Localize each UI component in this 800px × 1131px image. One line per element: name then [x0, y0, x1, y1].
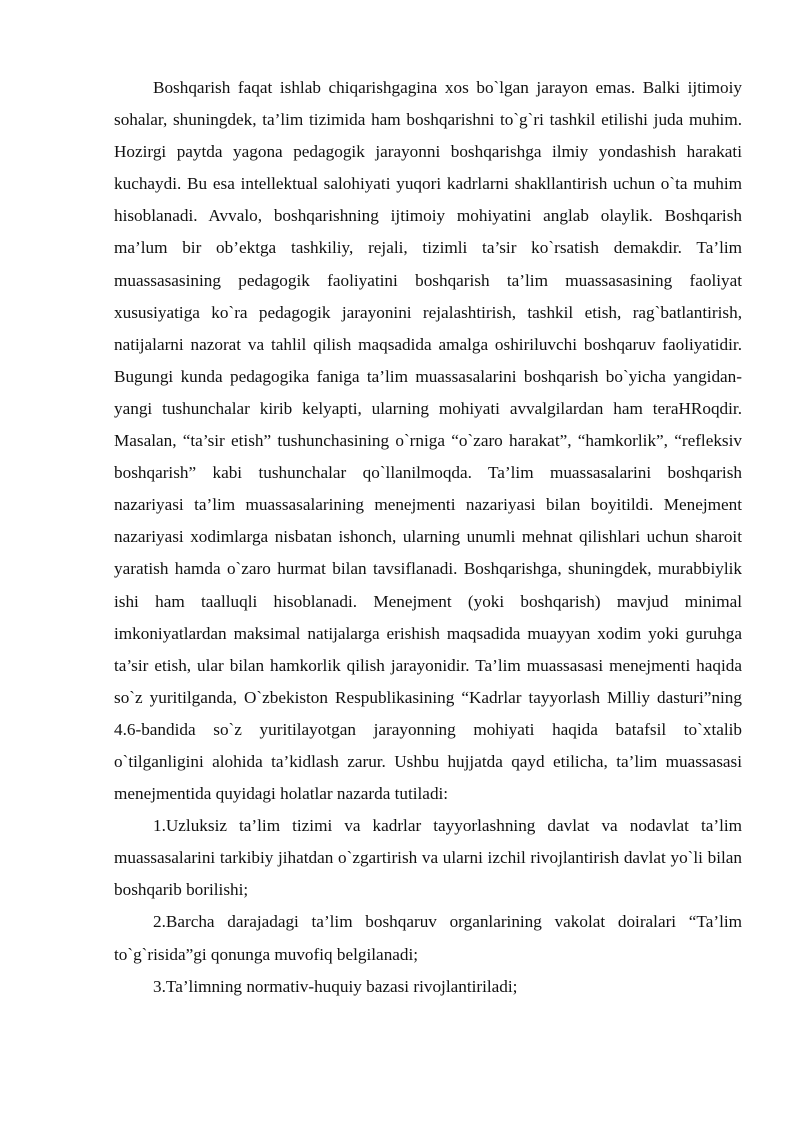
list-item-2: 2.Barcha darajadagi ta’lim boshqaruv organlarining vakolat doiralari “Ta’lim to`g`risida”gi qonunga muvofiq belgilanadi;	[114, 912, 742, 964]
list-item-3: 3.Ta’limning normativ-huquiy bazasi rivojlantiriladi;	[153, 976, 518, 996]
document-body	[114, 72, 742, 1003]
list-item-1: 1.Uzluksiz ta’lim tizimi va kadrlar tayyorlashning davlat va nodavlat ta’lim muassasalarini tarkibiy jihatdan o`zgartirish va ularni izchil rivojlantirish davlat yo`li bilan boshqarib borilishi;	[114, 816, 742, 900]
body-paragraph-intro: Boshqarish faqat ishlab chiqarishgagina xos bo`lgan jarayon emas. Balki ijtimoiy sohalar, shuningdek, ta’lim tizimida ham boshqarishni to`g`ri tashkil etilishi juda muhim. Hozirgi paytda yagona pedagogik jarayonni boshqarishga ilmiy yondashish harakati kuchaydi. Bu esa intellektual salohiyati yuqori kadrlarni shakllantirish uchun o`ta muhim hisoblanadi. Avvalo, boshqarishning ijtimoiy mohiyatini anglab olaylik. Boshqarish ma’lum bir ob’ektga tashkiliy, rejali, tizimli ta’sir ko`rsatish demakdir. Ta’lim muassasasining pedagogik faoliyatini boshqarish ta’lim muassasasining faoliyat xususiyatiga ko`ra pedagogik jarayonini rejalashtirish, tashkil etish, rag`batlantirish, natijalarni nazorat va tahlil qilish maqsadida amalga oshiriluvchi boshqaruv faoliyatidir. Bugungi kunda pedagogika faniga ta’lim muassasalarini boshqarish bo`yicha yangidan-yangi tushunchalar kirib kelyapti, ularning mohiyati avvalgilardan ham teraHRoqdir. Masalan, “ta’sir etish” tushunchasining o`rniga “o`zaro harakat”, “hamkorlik”, “refleksiv boshqarish” kabi tushunchalar qo`llanilmoqda. Ta’lim muassasalarini boshqarish nazariyasi ta’lim muassasalarining menejmenti nazariyasi bilan boyitildi. Menejment nazariyasi xodimlarga nisbatan ishonch, ularning unumli mehnat qilishlari uchun sharoit yaratish hamda o`zaro hurmat bilan tavsiflanadi. Boshqarishga, shuningdek, murabbiylik ishi ham taalluqli hisoblanadi. Menejment (yoki boshqarish) mavjud minimal imkoniyatlardan maksimal natijalarga erishish maqsadida muayyan xodim yoki guruhga ta’sir etish, ular bilan hamkorlik qilish jarayonidir. Ta’lim muassasasi menejmenti haqida so`z yuritilganda, O`zbekiston Respublikasining “Kadrlar tayyorlash Milliy dasturi”ning 4.6-bandida so`z yuritilayotgan jarayonning mohiyati haqida batafsil to`xtalib o`tilganligini alohida ta’kidlash zarur. Ushbu hujjatda qayd etilicha, ta’lim muassasasi menejmentida quyidagi holatlar nazarda tutiladi:	[114, 78, 742, 804]
